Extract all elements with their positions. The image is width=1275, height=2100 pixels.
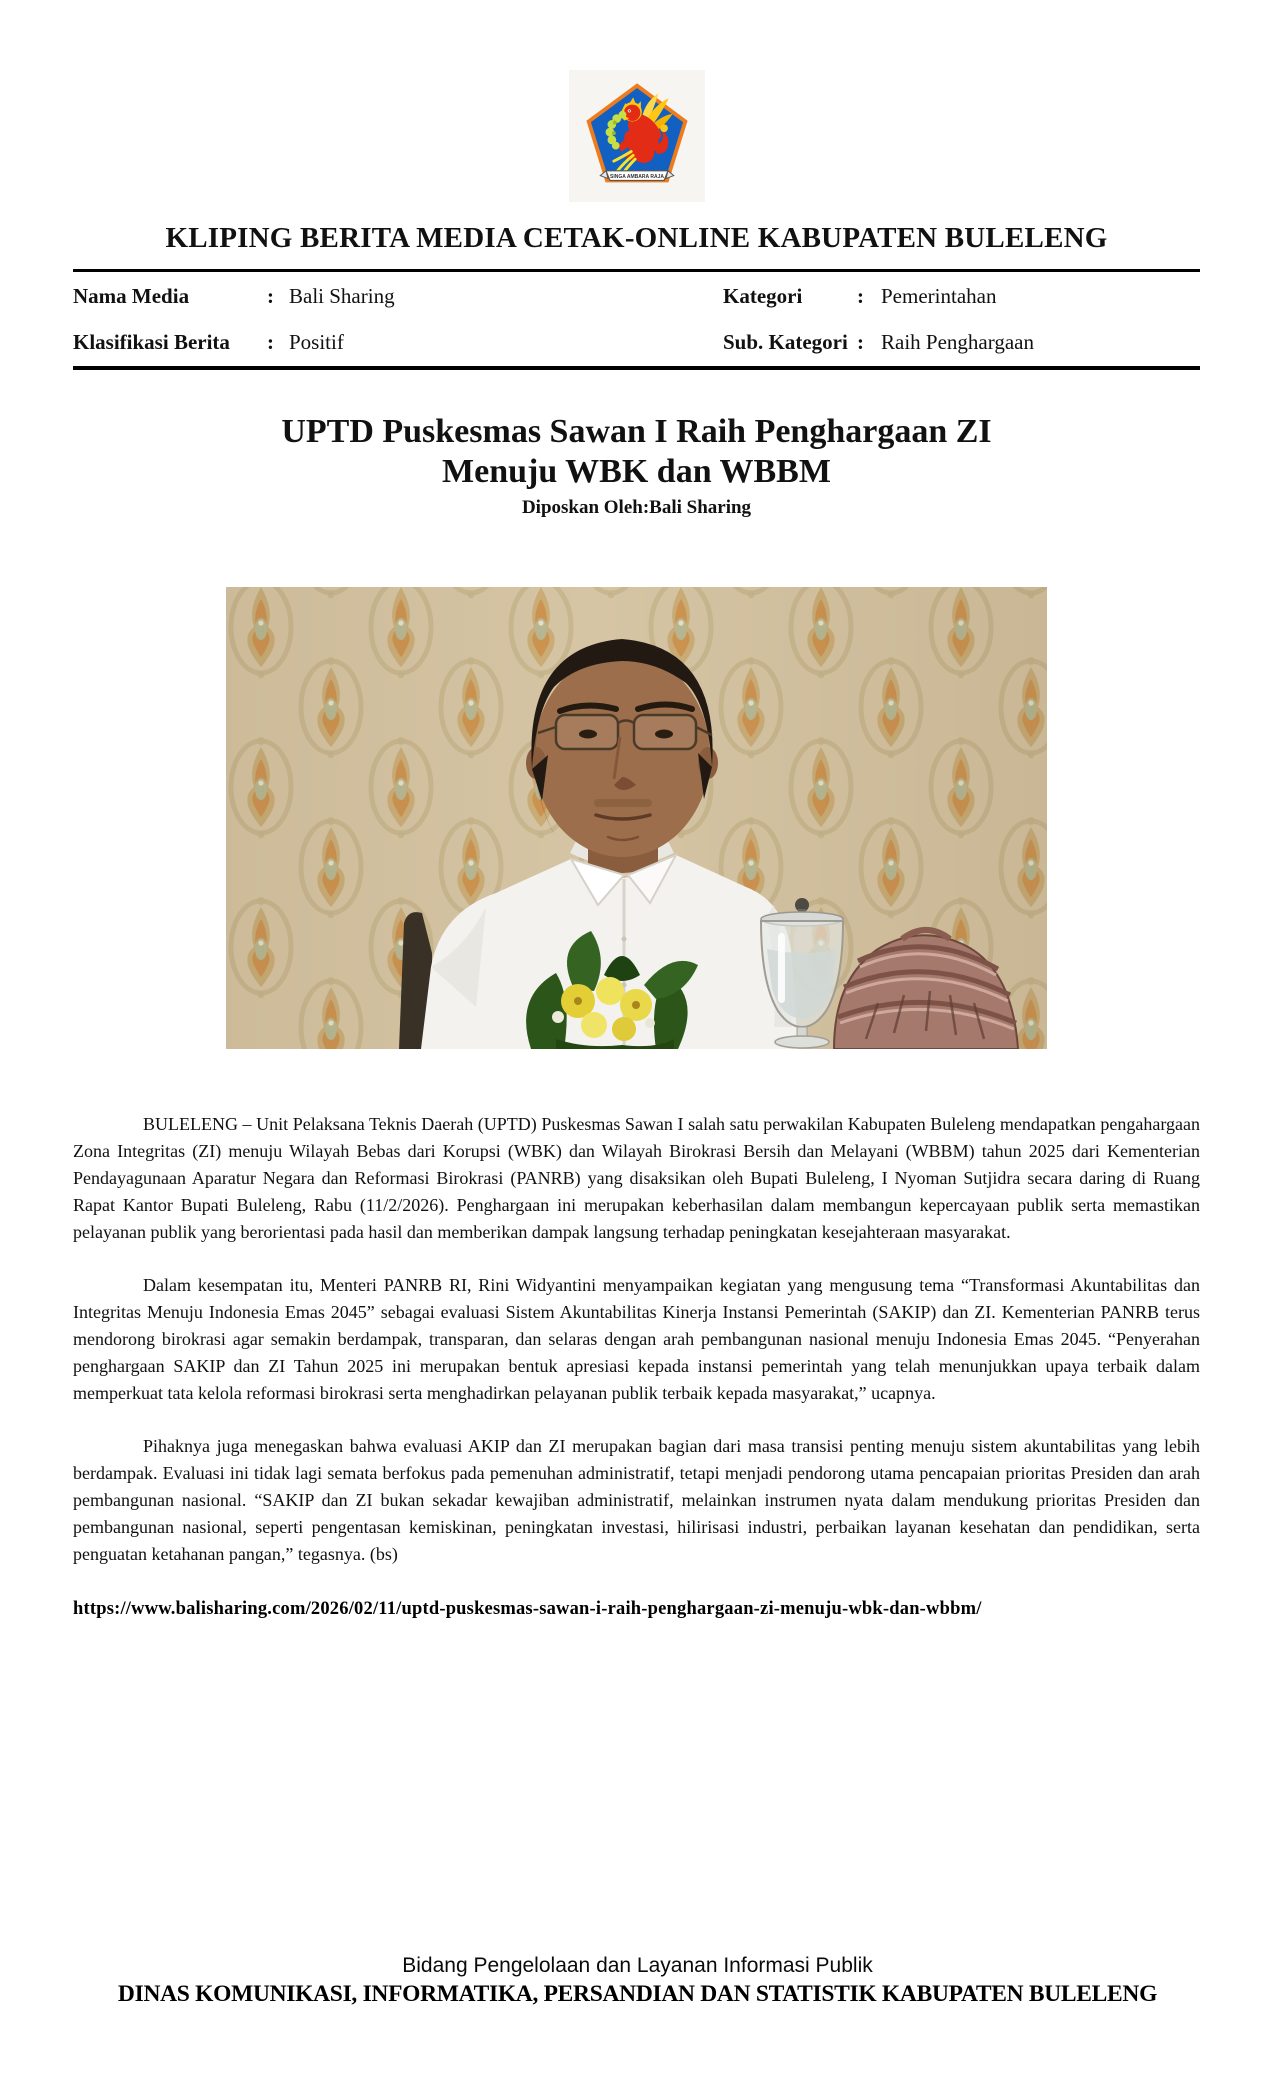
colon-separator: : [267, 330, 274, 354]
article-photo [226, 587, 1047, 1049]
colon-separator: : [857, 284, 864, 308]
buleleng-crest-logo [569, 70, 705, 202]
metadata-right-column [723, 281, 1200, 357]
kliping-title: KLIPING BERITA MEDIA CETAK-ONLINE KABUPATEN BULELENG [165, 222, 1108, 254]
sub-kategori-value: Raih Penghargaan [881, 330, 1034, 354]
metadata-left-column [73, 281, 723, 357]
nama-media-label: Nama Media [73, 284, 190, 308]
crest-banner [600, 171, 673, 181]
article-paragraph-2: Dalam kesempatan itu, Menteri PANRB RI, Rini Widyantini menyampaikan kegiatan yang mengusung tema “Transformasi Akuntabilitas dan Integritas Menuju Indonesia Emas 2045” sebagai evaluasi Sistem Akuntabilitas Kinerja Instansi Pemerintah (SAKIP) dan ZI. Kementerian PANRB terus mendorong birokrasi agar semakin berdampak, transparan, dan selaras dengan arah pembangunan nasional menuju Indonesia Emas 2045. “Penyerahan penghargaan SAKIP dan ZI Tahun 2025 ini merupakan bentuk apresiasi kepada instansi pemerintah yang telah menunjukkan upaya terbaik dalam memperkuat tata kelola reformasi birokrasi serta menghadirkan pelayanan publik terbaik kepada masyarakat,” ucapnya. [73, 1275, 1200, 1403]
klasifikasi-label: Klasifikasi Berita [73, 330, 230, 354]
article-byline: Diposkan Oleh:Bali Sharing [521, 497, 752, 518]
nama-media-value: Bali Sharing [289, 284, 395, 308]
kategori-value: Pemerintahan [881, 284, 997, 308]
article-title [73, 412, 1200, 492]
crest-banner-text: SINGA AMBARA RAJA [609, 174, 664, 181]
pentagon-crest-icon [578, 78, 696, 194]
kategori-label: Kategori [723, 284, 803, 308]
metadata-table [73, 272, 1200, 366]
lion-tail-tuft [660, 124, 668, 132]
klasifikasi-value: Positif [289, 330, 344, 354]
colon-separator: : [857, 330, 864, 354]
article-paragraph-3: Pihaknya juga menegaskan bahwa evaluasi AKIP dan ZI merupakan bagian dari masa transisi penting menuju sistem akuntabilitas yang lebih berdampak. Evaluasi ini tidak lagi semata berfokus pada pemenuhan administratif, tetapi menjadi pendorong utama pencapaian prioritas Presiden dan arah pembangunan nasional. “SAKIP dan ZI bukan sekadar kewajiban administratif, melainkan instrumen nyata dalam mendukung prioritas Presiden dan pembangunan nasional, seperti pengentasan kemiskinan, peningkatan investasi, hilirisasi industri, perbaikan layanan kesehatan dan pendidikan, serta penguatan ketahanan pangan,” tegasnya. (bs) [73, 1436, 1200, 1564]
meta-row-nama-media [73, 281, 723, 311]
meta-row-kategori [723, 281, 1200, 311]
colon-separator: : [267, 284, 274, 308]
article-title-line2: Menuju WBK dan WBBM [442, 453, 831, 490]
article-paragraph-1: BULELENG – Unit Pelaksana Teknis Daerah (UPTD) Puskesmas Sawan I salah satu perwakilan Kabupaten Buleleng mendapatkan pengahargaan Zona Integritas (ZI) menuju Wilayah Bebas dari Korupsi (WBK) dan Wilayah Birokrasi Bersih dan Melayani (WBBM) tahun 2025 dari Kementerian Pendayagunaan Aparatur Negara dan Reformasi Birokrasi (PANRB) yang disaksikan oleh Bupati Buleleng, I Nyoman Sutjidra secara daring di Ruang Rapat Kantor Bupati Buleleng, Rabu (11/2/2026). Penghargaan ini merupakan keberhasilan dalam membangun kepercayaan publik serta memastikan pelayanan publik yang berorientasi pada hasil dan memberikan dampak langsung terhadap peningkatan kesejahteraan masyarakat. [73, 1114, 1200, 1242]
meta-row-sub-kategori [723, 327, 1200, 357]
article-title-line1: UPTD Puskesmas Sawan I Raih Penghargaan ZI [281, 413, 992, 450]
meta-row-klasifikasi [73, 327, 723, 357]
table-divider [73, 366, 1200, 370]
page-footer [0, 1952, 1275, 2009]
footer-agency: DINAS KOMUNIKASI, INFORMATIKA, PERSANDIAN DAN STATISTIK KABUPATEN BULELENG [117, 1981, 1158, 2007]
sub-kategori-label: Sub. Kategori [723, 330, 848, 354]
source-url-link[interactable]: https://www.balisharing.com/2026/02/11/uptd-puskesmas-sawan-i-raih-penghargaan-zi-menuju-wbk-dan-wbbm/ [73, 1599, 982, 1619]
article-body [73, 1111, 1200, 1568]
footer-division: Bidang Pengelolaan dan Layanan Informasi Publik [402, 1954, 873, 1977]
document-content [73, 0, 1200, 1620]
